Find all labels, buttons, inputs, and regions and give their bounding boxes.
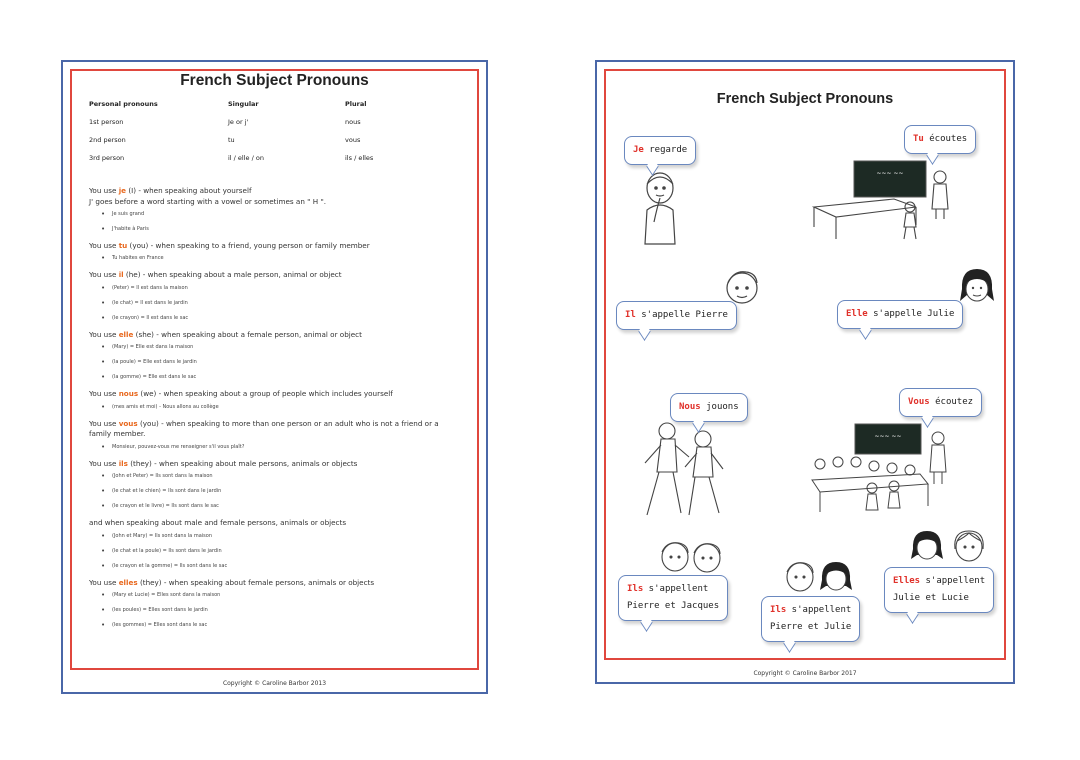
bubble-text: s'appellent <box>643 584 709 594</box>
rule-suffix: (you) - when speaking to more than one person or an adult who is not a friend or a family member. <box>89 418 439 438</box>
table-cell: vous <box>345 136 361 144</box>
example-item: • (mes amis et moi) - Nous allons au collège <box>89 400 459 415</box>
table-cell: tu <box>228 136 235 144</box>
bubble-text: jouons <box>700 402 739 412</box>
bubble-text-line2: Pierre et Julie <box>770 622 852 632</box>
rule-suffix: (you) - when speaking to a friend, young person or family member <box>127 240 370 250</box>
classroom-teacher-icon <box>812 157 962 252</box>
usage-rule <box>89 578 459 589</box>
bubble-text: regarde <box>643 145 688 155</box>
bubble-pronoun: Elle <box>846 309 868 319</box>
table-cell: 1st person <box>89 118 124 126</box>
example-item: • (le chat) = Il est dans le jardin <box>89 296 459 311</box>
svg-text:~~~ ~~: ~~~ ~~ <box>876 170 904 177</box>
page-title: French Subject Pronouns <box>716 91 894 107</box>
example-item: • Je suis grand <box>89 207 459 222</box>
table-cell: 2nd person <box>89 136 126 144</box>
classroom-group-icon <box>810 422 955 517</box>
rule-prefix: You use <box>89 186 119 195</box>
rule-suffix: (she) - when speaking about a female person, animal or object <box>133 329 362 339</box>
rule-suffix: (he) - when speaking about a male person, animal or object <box>123 270 342 279</box>
bubble-pronoun: Elles <box>893 576 921 586</box>
example-item: • (le crayon et la gomme) = Ils sont dans le sac <box>89 559 459 574</box>
rule-prefix: You use <box>89 270 119 279</box>
example-item: • Tu habites en France <box>89 251 459 266</box>
example-item: • (le crayon) = Il est dans le sac <box>89 311 459 326</box>
bubble-text: s'appellent <box>786 605 852 615</box>
usage-sections <box>89 186 459 637</box>
girl-head-icon <box>957 265 997 307</box>
speech-bubble-ils-pierre-julie <box>761 596 860 642</box>
usage-section <box>89 578 459 634</box>
rule-suffix: (they) - when speaking about male persons, animals or objects <box>127 458 358 468</box>
boys-playing-icon <box>637 417 727 522</box>
example-item: • J'habite à Paris <box>89 222 459 237</box>
bubble-pronoun: Il <box>625 310 636 320</box>
example-item: • (la gomme) = Elle est dans le sac <box>89 370 459 385</box>
usage-rule <box>89 270 459 281</box>
bubble-text: s'appelle Pierre <box>635 310 728 320</box>
rule-prefix: You use <box>89 418 119 428</box>
bubble-text: s'appellent <box>920 576 986 586</box>
girl-thinking-icon <box>627 170 687 245</box>
usage-section <box>89 389 459 415</box>
rule-suffix: (I) - when speaking about yourself <box>126 186 252 195</box>
bubble-text: s'appelle Julie <box>867 309 955 319</box>
example-item: • (le chat et la poule) = Ils sont dans le jardin <box>89 544 459 559</box>
rule-suffix: (we) - when speaking about a group of people which includes yourself <box>138 389 393 398</box>
table-header: Personal pronouns <box>89 100 158 108</box>
bubble-pronoun: Ils <box>770 605 787 615</box>
speech-bubble-elles <box>884 567 994 613</box>
rule-prefix: You use <box>89 240 119 250</box>
usage-rule <box>89 241 459 252</box>
rule-prefix: You use <box>89 389 119 398</box>
rule-prefix: You use <box>89 577 119 587</box>
example-item: • (Mary) = Elle est dans la maison <box>89 340 459 355</box>
rule-prefix: You use <box>89 329 119 339</box>
table-cell: 3rd person <box>89 154 125 162</box>
table-header: Plural <box>345 100 367 108</box>
usage-rule <box>89 518 459 529</box>
speech-bubble-tu <box>904 125 976 154</box>
bubble-pronoun: Ils <box>627 584 644 594</box>
example-item: • (les poules) = Elles sont dans le jardin <box>89 603 459 618</box>
bubble-text-line2: Pierre et Jacques <box>627 601 720 611</box>
table-header-row <box>83 100 463 118</box>
usage-section <box>89 459 459 515</box>
usage-rule <box>89 419 459 440</box>
speech-bubble-nous <box>670 393 748 422</box>
bubble-text: écoutez <box>929 397 974 407</box>
usage-section <box>89 419 459 455</box>
two-boys-heads-icon <box>657 538 727 574</box>
bubble-pronoun: Tu <box>913 134 924 144</box>
speech-bubble-elle <box>837 300 963 329</box>
pronoun-table <box>83 100 463 172</box>
two-girls-heads-icon <box>909 527 989 565</box>
example-item: • (John et Peter) = Ils sont dans la maison <box>89 469 459 484</box>
speech-bubble-il <box>616 301 737 330</box>
bubble-pronoun: Nous <box>679 402 701 412</box>
highlighted-pronoun: elle <box>118 329 134 339</box>
example-item: • (le crayon et le livre) = Ils sont dans le sac <box>89 499 459 514</box>
example-item: • Monsieur, pouvez-vous me renseigner s'il vous plaît? <box>89 440 459 455</box>
copyright-notice: Copyright © Caroline Barbor 2017 <box>753 670 857 677</box>
table-header: Singular <box>228 100 259 108</box>
usage-rule <box>89 186 459 197</box>
example-item: • (les gommes) = Elles sont dans le sac <box>89 618 459 633</box>
speech-bubble-je <box>624 136 696 165</box>
rule-suffix: (they) - when speaking about female persons, animals or objects <box>137 577 375 587</box>
example-item: • (la poule) = Elle est dans le jardin <box>89 355 459 370</box>
usage-rule <box>89 330 459 341</box>
table-cell: il / elle / on <box>228 154 264 162</box>
example-item: • (Mary et Lucie) = Elles sont dans la maison <box>89 588 459 603</box>
usage-section <box>89 186 459 237</box>
worksheet-pronoun-rules <box>61 60 488 694</box>
page-title: French Subject Pronouns <box>180 72 369 89</box>
usage-section <box>89 270 459 326</box>
highlighted-pronoun: ils <box>118 458 128 468</box>
rule-prefix: You use <box>89 458 119 468</box>
speech-bubble-ils-pierre-jacques <box>618 575 728 621</box>
example-item: • (le chat et le chien) = Ils sont dans le jardin <box>89 484 459 499</box>
bubble-pronoun: Vous <box>908 397 930 407</box>
table-row <box>83 118 463 136</box>
usage-section <box>89 241 459 267</box>
usage-section <box>89 518 459 574</box>
rule-prefix: and when speaking about male and female persons, animals or objects <box>89 518 347 527</box>
speech-bubble-vous <box>899 388 982 417</box>
highlighted-pronoun: tu <box>118 240 128 250</box>
table-cell: Je or j' <box>228 118 249 126</box>
example-item: • (Peter) = Il est dans la maison <box>89 281 459 296</box>
highlighted-pronoun: je <box>118 186 127 195</box>
usage-rule <box>89 389 459 400</box>
svg-text:~~~ ~~: ~~~ ~~ <box>874 433 902 440</box>
highlighted-pronoun: nous <box>118 389 139 398</box>
table-row <box>83 154 463 172</box>
highlighted-pronoun: elles <box>118 577 138 587</box>
table-cell: nous <box>345 118 361 126</box>
bubble-pronoun: Je <box>633 145 644 155</box>
usage-section <box>89 330 459 386</box>
highlighted-pronoun: il <box>118 270 124 279</box>
usage-note: J' goes before a word starting with a vowel or sometimes an " H ". <box>89 196 327 206</box>
table-row <box>83 136 463 154</box>
table-cell: ils / elles <box>345 154 374 162</box>
worksheet-illustrated-pronouns <box>595 60 1015 684</box>
example-item: • (John et Mary) = Ils sont dans la maison <box>89 529 459 544</box>
usage-rule <box>89 459 459 470</box>
bubble-text-line2: Julie et Lucie <box>893 593 969 603</box>
boy-girl-heads-icon <box>782 558 854 594</box>
highlighted-pronoun: vous <box>118 418 138 428</box>
bubble-text: écoutes <box>923 134 968 144</box>
copyright-notice: Copyright © Caroline Barbor 2013 <box>222 680 327 687</box>
